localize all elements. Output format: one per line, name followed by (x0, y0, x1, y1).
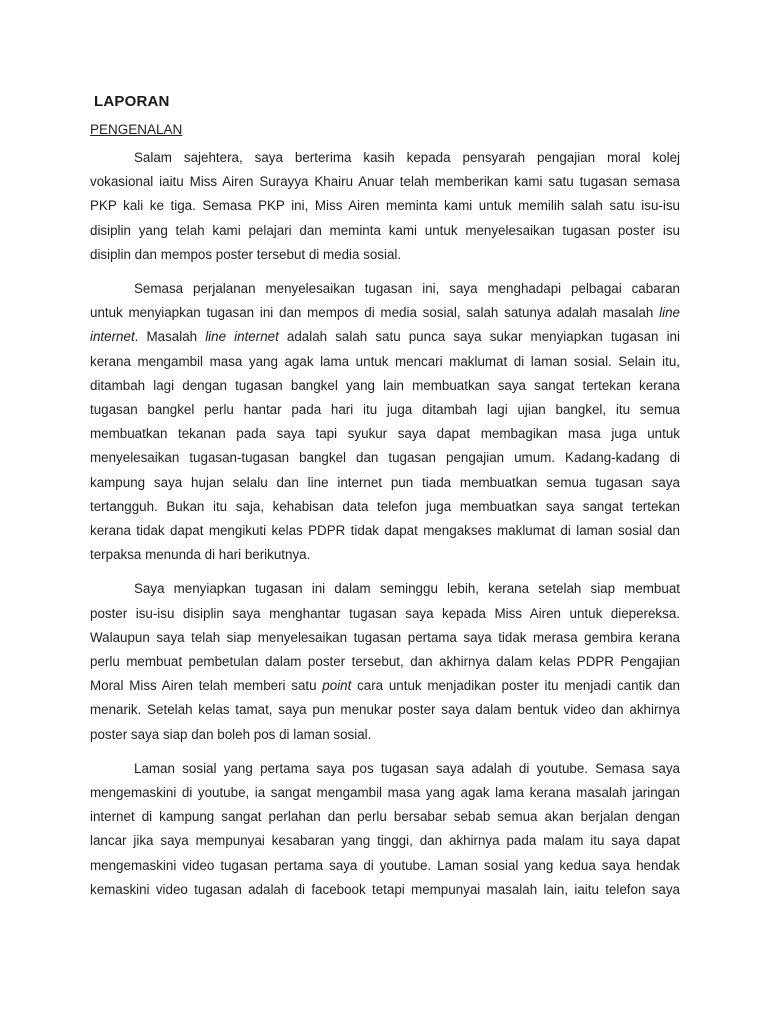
paragraph-line: vokasional iaitu Miss Airen Surayya Khairu Anuar telah memberikan kami satu tugasan semasa (90, 174, 680, 190)
paragraph-text: untuk menyiapkan tugasan ini dan mempos di media sosial, salah satunya adalah masalah (90, 305, 660, 321)
paragraph-line: Walaupun saya telah siap menyelesaikan tugasan pertama saya tidak merasa gembira kerana (90, 629, 680, 645)
paragraph-line: PKP kali ke tiga. Semasa PKP ini, Miss Airen meminta kami untuk memilih salah satu isu-isu (90, 198, 680, 214)
paragraph-text: adalah salah satu punca saya sukar menyiapkan tugasan ini (278, 329, 680, 345)
paragraph-line: Saya menyiapkan tugasan ini dalam seminggu lebih, kerana setelah siap membuat (134, 581, 680, 597)
italic-term: internet (90, 329, 135, 345)
paragraph-line: tertangguh. Bukan itu saja, kehabisan data telefon juga membuatkan saya sangat tertekan (90, 498, 680, 514)
italic-term: line (659, 305, 680, 321)
paragraph-line: perlu membuat pembetulan dalam poster tersebut, dan akhirnya dalam kelas PDPR Pengajian (90, 654, 680, 670)
paragraph-line: terpaksa menunda di hari berikutnya. (90, 547, 311, 563)
paragraph-line: ditambah lagi dengan tugasan bangkel yang lain membuatkan saya sangat tertekan kerana (90, 377, 680, 393)
paragraph-line (90, 325, 680, 349)
paragraph-line: Semasa perjalanan menyelesaikan tugasan ini, saya menghadapi pelbagai cabaran (134, 281, 680, 297)
document-title: LAPORAN (94, 93, 170, 110)
paragraph-line: kampung saya hujan selalu dan line internet pun tiada membuatkan semua tugasan saya (90, 474, 680, 490)
section-heading: PENGENALAN (90, 122, 183, 137)
italic-term: line internet (205, 329, 279, 345)
paragraph-1 (90, 146, 680, 267)
paragraph-line: kerana tidak dapat mengikuti kelas PDPR tidak dapat mengakses maklumat di laman sosial dan (90, 523, 680, 539)
paragraph-line: Salam sajehtera, saya berterima kasih kepada pensyarah pengajian moral kolej (134, 150, 680, 165)
paragraph-3 (90, 577, 680, 746)
paragraph-line: disiplin dan mempos poster tersebut di media sosial. (90, 246, 402, 262)
paragraph-line: lancar jika saya mempunyai kesabaran yang tinggi, dan akhirnya pada malam itu saya dapat (90, 833, 680, 849)
paragraph-line: membuatkan tekanan pada saya tapi syukur saya dapat membagikan masa juga untuk (90, 426, 680, 442)
paragraph-line: kemaskini video tugasan adalah di facebook tetapi mempunyai masalah lain, iaitu telefon saya (90, 881, 680, 897)
paragraph-4 (90, 757, 680, 902)
paragraph-text: Moral Miss Airen telah memberi satu (90, 678, 323, 694)
paragraph-line: disiplin yang telah kami pelajari dan meminta kami untuk menyelesaikan tugasan poster isu (90, 222, 680, 238)
document-page (90, 92, 680, 902)
paragraph-line (90, 301, 680, 325)
paragraph-line: mengemaskini di youtube, ia sangat mengambil masa yang agak lama kerana masalah jaringan (90, 785, 680, 801)
paragraph-2 (90, 277, 680, 567)
paragraph-line: poster saya siap dan boleh pos di laman sosial. (90, 726, 372, 742)
paragraph-line: internet di kampung sangat perlahan dan perlu bersabar sebab semua akan berjalan dengan (90, 809, 680, 825)
paragraph-line (90, 674, 680, 698)
paragraph-line: menarik. Setelah kelas tamat, saya pun menukar poster saya dalam bentuk video dan akhirnya (90, 702, 680, 718)
paragraph-text: . Masalah (134, 329, 206, 345)
paragraph-line: menyelesaikan tugasan-tugasan bangkel dan tugasan pengajian umum. Kadang-kadang di (90, 450, 680, 466)
paragraph-line: Laman sosial yang pertama saya pos tugasan saya adalah di youtube. Semasa saya (134, 760, 680, 776)
paragraph-text: cara untuk menjadikan poster itu menjadi cantik dan (351, 678, 680, 694)
italic-term: point (322, 678, 352, 694)
paragraph-line: kerana mengambil masa yang agak lama untuk mencari maklumat di laman sosial. Selain itu, (90, 353, 680, 369)
paragraph-line: tugasan bangkel perlu hantar pada hari itu juga ditambah lagi ujian bangkel, itu semua (90, 402, 680, 418)
paragraph-line: poster isu-isu disiplin saya menghantar tugasan saya kepada Miss Airen untuk diepereksa. (90, 605, 680, 621)
paragraph-line: mengemaskini video tugasan pertama saya di youtube. Laman sosial yang kedua saya hendak (90, 857, 680, 873)
